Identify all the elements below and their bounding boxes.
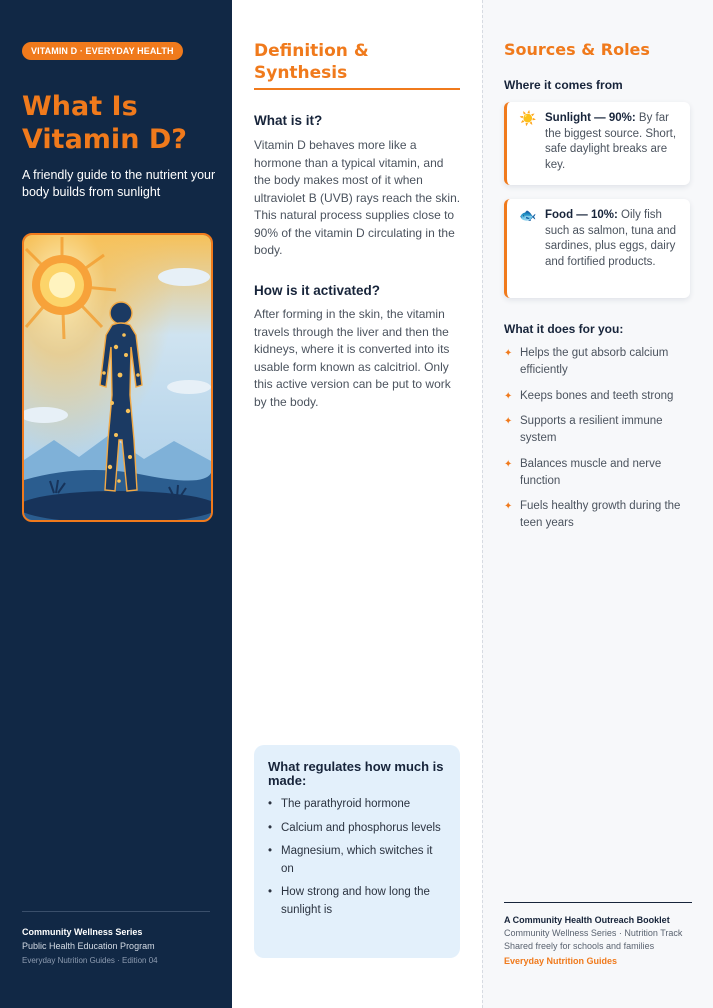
left-column — [0, 0, 232, 1008]
list-item: ✦ Fuels healthy growth during the teen years — [504, 500, 681, 529]
sun-icon: ☀️ — [519, 110, 537, 126]
benefits-heading: What it does for you: — [504, 322, 624, 336]
list-item: • The parathyroid hormone — [268, 796, 446, 814]
title-line-2: Vitamin D? — [22, 124, 187, 155]
sparkle-icon: ✦ — [504, 416, 513, 427]
sparkle-icon: ✦ — [504, 458, 513, 470]
list-item: ✦ Keeps bones and teeth strong — [504, 388, 694, 405]
definition-section-title: Definition & Synthesis — [254, 41, 369, 83]
source-card-food — [504, 199, 690, 298]
what-is-it-text: Vitamin D behaves more like a hormone than a typical vitamin, and the body makes most of it when ultraviolet B (UVB) rays reach the skin. This natural process supplies close to 90% of the vitamin D circulating in the body. — [254, 138, 461, 257]
footer-divider — [22, 911, 210, 912]
booklet-track: Community Wellness Series · Nutrition Track — [504, 928, 683, 938]
source-label: Sunlight — 90%: — [545, 112, 636, 124]
hero-illustration — [22, 233, 213, 522]
source-label: Food — 10%: — [545, 209, 618, 221]
activation-text: After forming in the skin, the vitamin travels through the liver and then the kidneys, where it is converted into its usable form known as calcitriol. Only this active version can be put to work by the body. — [254, 307, 451, 409]
fish-icon: 🐟 — [519, 207, 537, 223]
list-item: ✦ Balances muscle and nerve function — [504, 457, 662, 487]
page-subtitle: A friendly guide to the nutrient your body builds from sunlight — [22, 168, 216, 199]
list-item: • How strong and how long the sunlight is — [268, 884, 446, 919]
category-badge: VITAMIN D · EVERYDAY HEALTH — [22, 42, 183, 60]
what-is-it-heading: What is it? — [254, 113, 323, 128]
booklet-note: Shared freely for schools and families — [504, 941, 655, 951]
regulation-title: What regulates how much is made: — [268, 759, 444, 788]
source-description: Oily fish such as salmon, tuna and sardines, plus eggs, dairy and fortified products. — [545, 209, 677, 269]
source-card-sunlight — [504, 102, 690, 185]
list-item: • Magnesium, which switches it on — [268, 843, 446, 878]
brand-name: Everyday Nutrition Guides — [504, 956, 618, 966]
sources-section-title: Sources & Roles — [504, 40, 650, 59]
page-title — [22, 90, 222, 156]
sparkle-icon: ✦ — [504, 501, 513, 512]
source-text — [545, 111, 680, 174]
series-name: Community Wellness Series — [22, 927, 143, 937]
regulation-callout — [254, 745, 460, 958]
list-item: ✦ Helps the gut absorb calcium efficiently — [504, 347, 669, 376]
list-item: • Calcium and phosphorus levels — [268, 820, 446, 838]
section-title-underline — [254, 88, 460, 90]
activation-heading: How is it activated? — [254, 283, 381, 298]
list-item: ✦ Supports a resilient immune system — [504, 415, 663, 444]
source-description: By far the biggest source. Short, safe daylight breaks are key. — [545, 112, 677, 172]
program-name: Public Health Education Program — [22, 941, 155, 951]
source-text — [545, 208, 680, 271]
footer-divider — [504, 902, 692, 903]
benefits-list — [504, 345, 694, 541]
regulation-list — [268, 796, 446, 919]
booklet-title: A Community Health Outreach Booklet — [504, 915, 670, 925]
sparkle-icon: ✦ — [504, 348, 513, 359]
sunlit-figure-illustration — [24, 235, 211, 520]
edition-label: Everyday Nutrition Guides · Edition 04 — [22, 956, 158, 965]
title-line-1: What Is — [22, 91, 138, 122]
sparkle-icon: ✦ — [504, 390, 513, 402]
comes-from-heading: Where it comes from — [504, 78, 623, 92]
